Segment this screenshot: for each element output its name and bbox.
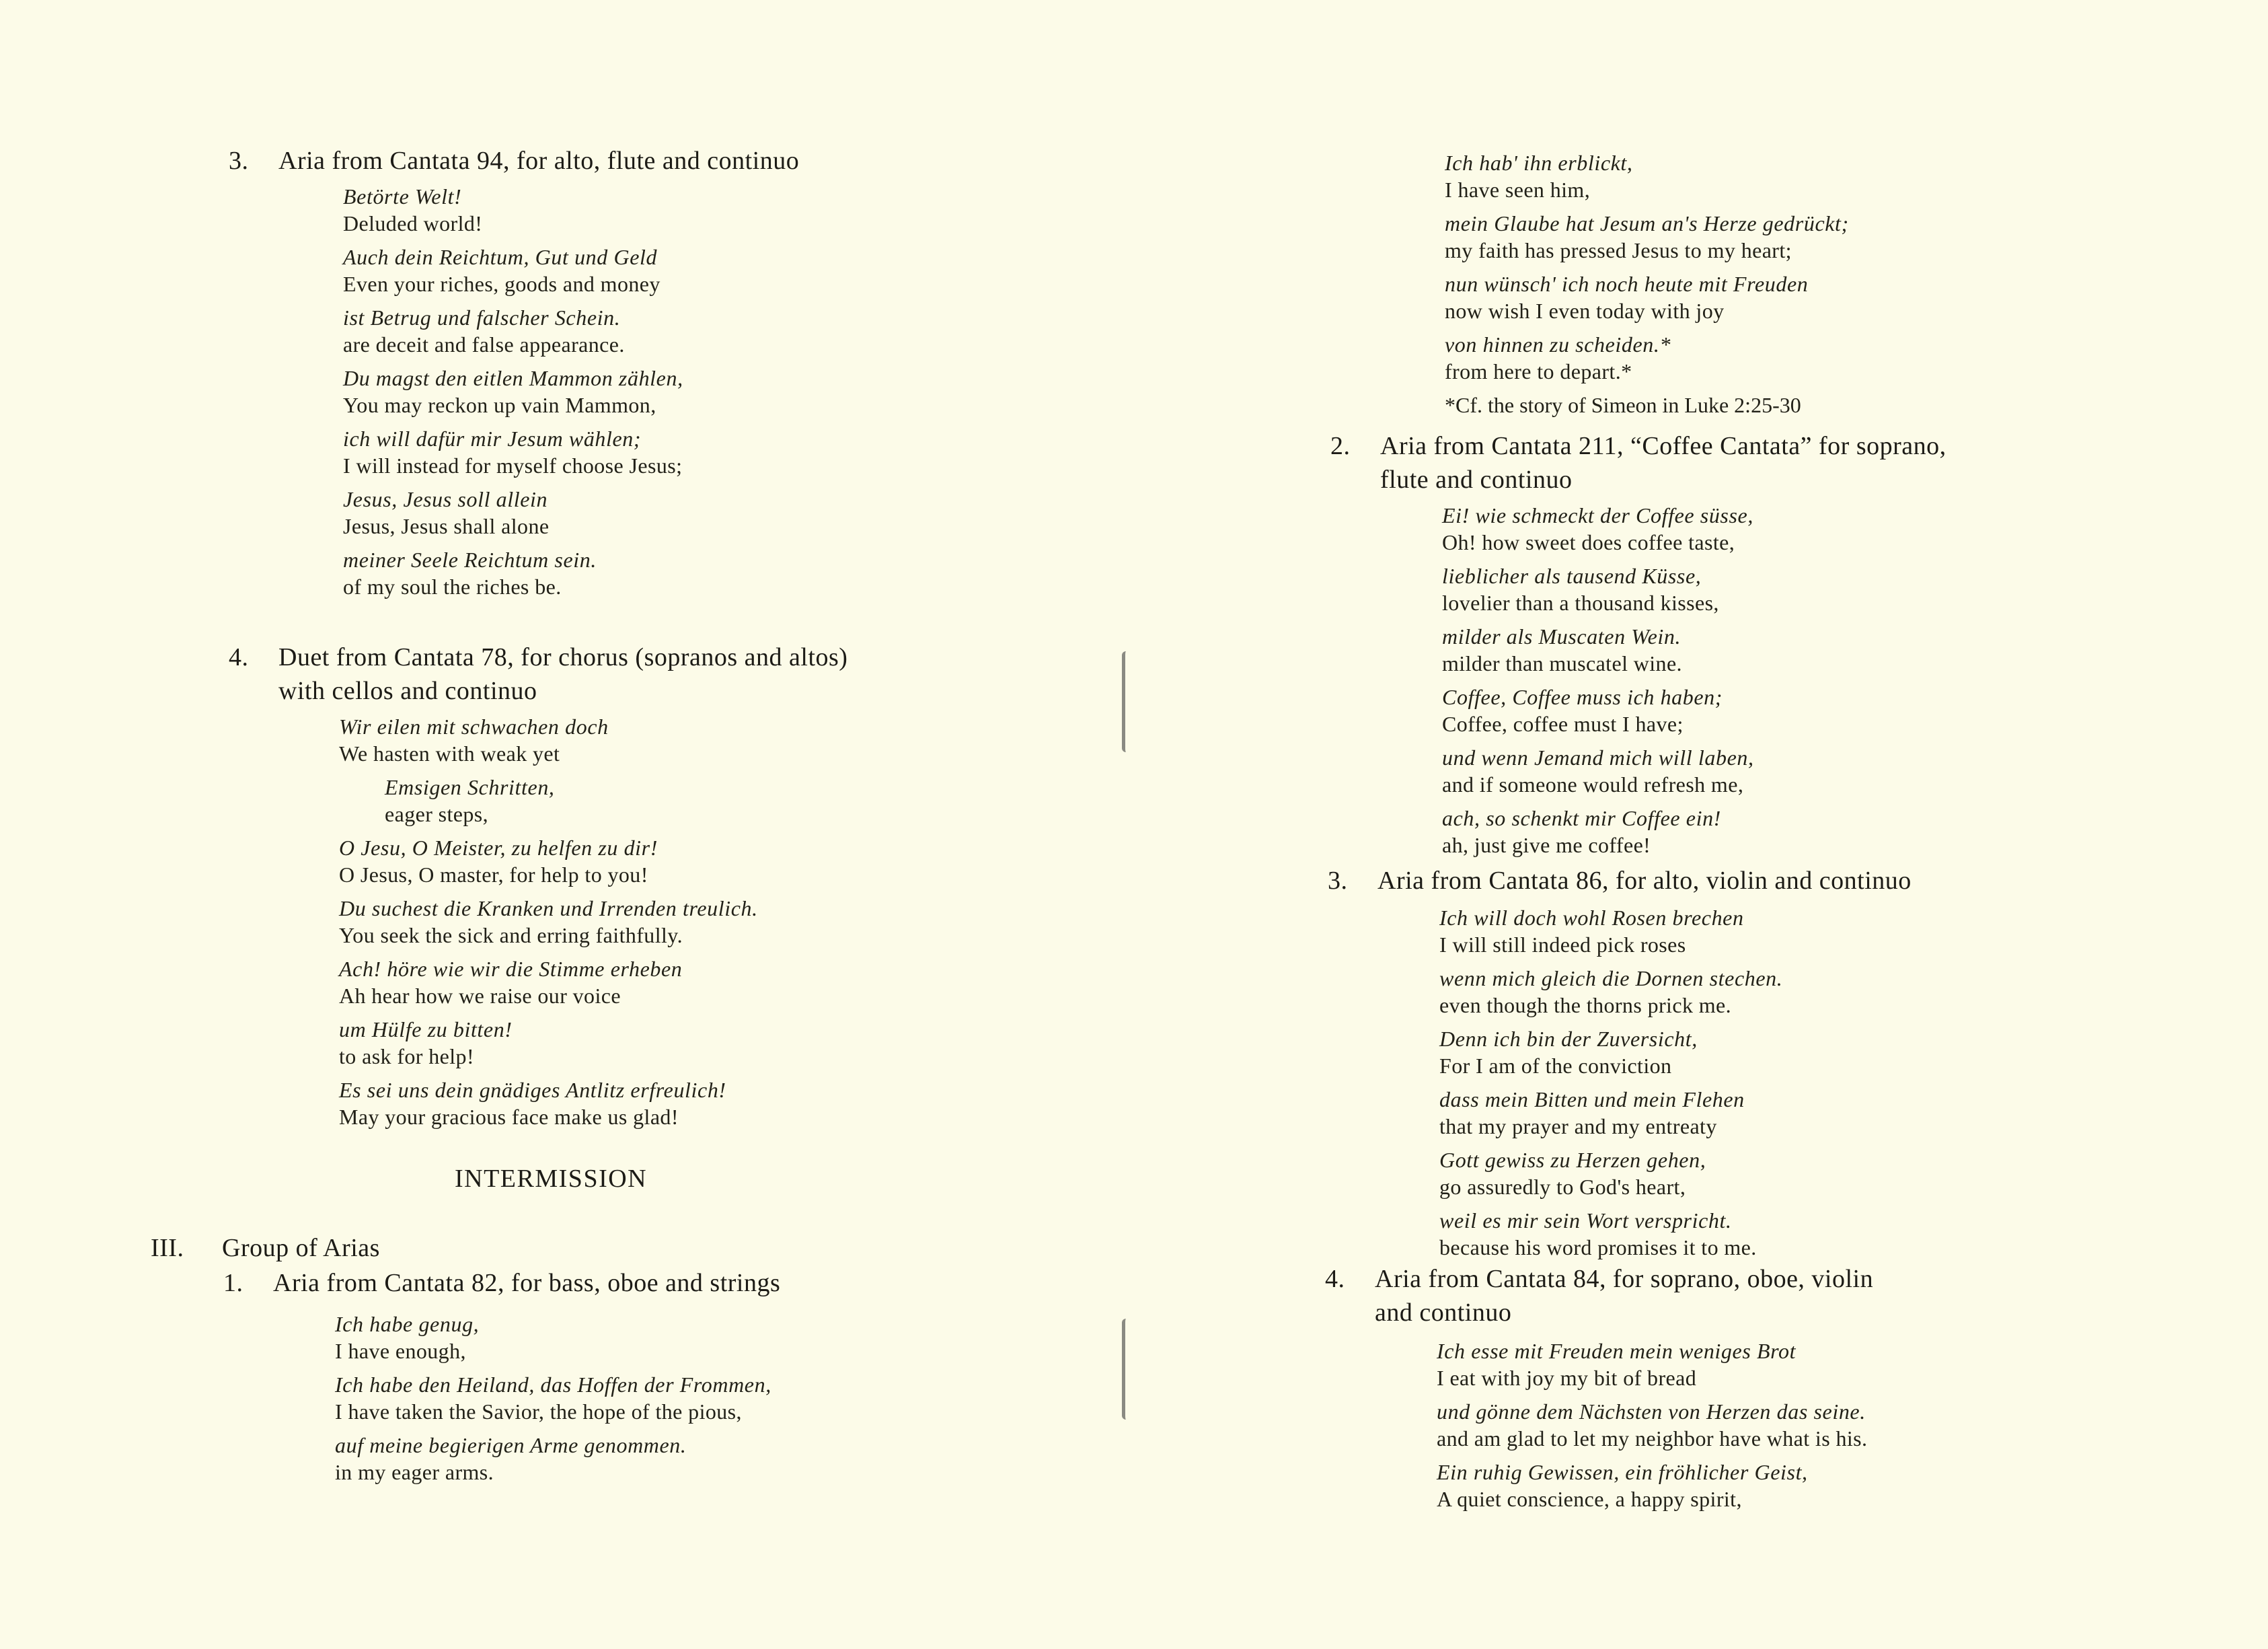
binding-staple: [1122, 651, 1135, 752]
german-line: von hinnen zu scheiden.*: [1445, 332, 1671, 357]
german-line: ach, so schenkt mir Coffee ein!: [1442, 806, 1721, 830]
german-line: Du suchest die Kranken und Irrenden treulich.: [339, 896, 758, 920]
stanza: [335, 1311, 771, 1364]
stanza: [1437, 1459, 1867, 1512]
german-line: lieblicher als tausend Küsse,: [1442, 564, 1702, 588]
item-number: 1.: [223, 1269, 243, 1297]
english-line: You seek the sick and erring faithfully.: [339, 923, 683, 947]
english-line: We hasten with weak yet: [339, 741, 560, 766]
stanza: [1437, 1337, 1867, 1391]
english-line: because his word promises it to me.: [1439, 1235, 1757, 1259]
stanza: [1439, 1025, 1782, 1079]
english-line: For I am of the conviction: [1439, 1054, 1672, 1078]
english-line: even though the thorns prick me.: [1439, 993, 1732, 1017]
section-numeral: III.: [151, 1234, 184, 1262]
item-title: Aria from Cantata 82, for bass, oboe and strings: [273, 1269, 781, 1297]
german-line: um Hülfe zu bitten!: [339, 1017, 513, 1041]
stanza: [339, 834, 758, 888]
right-item-2: [1330, 429, 1946, 497]
left-item-3: [229, 144, 799, 178]
english-line: You may reckon up vain Mammon,: [343, 393, 656, 417]
english-line: Jesus, Jesus shall alone: [343, 514, 550, 538]
german-line: meiner Seele Reichtum sein.: [343, 548, 597, 572]
german-line: Ich habe den Heiland, das Hoffen der Frommen,: [335, 1372, 771, 1397]
german-line: O Jesu, O Meister, zu helfen zu dir!: [339, 836, 658, 860]
item-title-continued: and continuo: [1375, 1298, 1512, 1327]
german-line: Coffee, Coffee muss ich haben;: [1442, 685, 1723, 709]
left-item-4: [229, 640, 847, 708]
english-line: and if someone would refresh me,: [1442, 772, 1744, 797]
stanza: [339, 955, 758, 1009]
english-line: from here to depart.*: [1445, 359, 1632, 383]
stanza: [343, 304, 683, 358]
item-heading: [1330, 429, 1946, 497]
item-title: Aria from Cantata 84, for soprano, oboe, violin: [1375, 1265, 1874, 1293]
stanza: [1442, 805, 1754, 858]
stanza: [1442, 684, 1754, 737]
english-line: Even your riches, goods and money: [343, 272, 660, 296]
german-line: ich will dafür mir Jesum wählen;: [343, 427, 642, 451]
german-line: milder als Muscaten Wein.: [1442, 624, 1681, 649]
english-line: that my prayer and my entreaty: [1439, 1114, 1717, 1138]
stanza: [339, 1016, 758, 1070]
german-line: Wir eilen mit schwachen doch: [339, 714, 609, 739]
german-line: Ach! höre wie wir die Stimme erheben: [339, 957, 683, 981]
english-line: lovelier than a thousand kisses,: [1442, 591, 1719, 615]
footnote: *Cf. the story of Simeon in Luke 2:25-30: [1445, 393, 1801, 417]
english-line: I have enough,: [335, 1339, 466, 1363]
german-line: ist Betrug und falscher Schein.: [343, 305, 621, 330]
item-title: Aria from Cantata 94, for alto, flute and continuo: [278, 147, 800, 175]
german-line: Ich will doch wohl Rosen brechen: [1439, 906, 1744, 930]
right-item-3: [1328, 864, 1912, 897]
stanza: [1445, 270, 1849, 324]
stanza: [335, 1371, 771, 1425]
english-line: Oh! how sweet does coffee taste,: [1442, 530, 1735, 554]
german-line: Auch dein Reichtum, Gut und Geld: [343, 245, 658, 269]
english-line: A quiet conscience, a happy spirit,: [1437, 1487, 1742, 1511]
german-line: nun wünsch' ich noch heute mit Freuden: [1445, 272, 1809, 296]
english-line: I have seen him,: [1445, 178, 1591, 202]
english-line: to ask for help!: [339, 1044, 475, 1068]
stanza: [1439, 904, 1782, 958]
stanza: [343, 425, 683, 479]
german-line: Gott gewiss zu Herzen gehen,: [1439, 1148, 1706, 1172]
german-line: Du magst den eitlen Mammon zählen,: [343, 366, 683, 390]
left-section-3-item-1-text: [335, 1311, 771, 1492]
item-title: Duet from Cantata 78, for chorus (sopranos and altos): [278, 643, 848, 671]
stanza: [343, 546, 683, 600]
german-line: Denn ich bin der Zuversicht,: [1439, 1027, 1698, 1051]
right-page: [1134, 0, 2268, 1649]
item-title: Aria from Cantata 211, “Coffee Cantata” for soprano,: [1380, 432, 1946, 460]
stanza: [1439, 965, 1782, 1019]
right-item-3-text: [1439, 904, 1782, 1268]
stanza: [335, 1432, 771, 1486]
english-line: Deluded world!: [343, 211, 483, 235]
german-line: dass mein Bitten und mein Flehen: [1439, 1087, 1745, 1111]
german-line: Ich hab' ihn erblickt,: [1445, 151, 1633, 175]
stanza: [339, 895, 758, 949]
item-title-continued: flute and continuo: [1380, 466, 1573, 494]
stanza: [343, 244, 683, 297]
intermission-title: INTERMISSION: [455, 1165, 648, 1193]
german-line: und gönne dem Nächsten von Herzen das seine.: [1437, 1399, 1866, 1424]
german-line: auf meine begierigen Arme genommen.: [335, 1433, 687, 1457]
german-line: mein Glaube hat Jesum an's Herze gedrückt;: [1445, 211, 1849, 235]
stanza: [1442, 744, 1754, 798]
binding-staple: [1122, 1319, 1135, 1420]
english-line: I have taken the Savior, the hope of the pious,: [335, 1399, 742, 1424]
item-number: 4.: [1325, 1265, 1345, 1293]
right-continuation-text: [1445, 149, 1849, 418]
english-line: go assuredly to God's heart,: [1439, 1175, 1686, 1199]
german-line: weil es mir sein Wort verspricht.: [1439, 1208, 1732, 1233]
stanza: [1445, 210, 1849, 264]
stanza: [1445, 149, 1849, 203]
german-line: Ei! wie schmeckt der Coffee süsse,: [1442, 503, 1753, 527]
stanza: [339, 774, 758, 828]
german-line: Ich esse mit Freuden mein weniges Brot: [1437, 1339, 1797, 1363]
item-heading: [1328, 864, 1912, 897]
english-line: and am glad to let my neighbor have what is his.: [1437, 1426, 1868, 1451]
english-line: May your gracious face make us glad!: [339, 1105, 679, 1129]
english-line: Ah hear how we raise our voice: [339, 984, 621, 1008]
item-heading: [229, 640, 847, 708]
left-section-3-item-1: [223, 1266, 780, 1300]
item-heading: [1325, 1262, 1873, 1329]
english-line: are deceit and false appearance.: [343, 332, 625, 357]
stanza: [1442, 562, 1754, 616]
right-item-2-text: [1442, 502, 1754, 865]
item-number: 4.: [229, 643, 249, 671]
german-line: Emsigen Schritten,: [385, 775, 555, 799]
english-line: eager steps,: [385, 802, 489, 826]
stanza: [1439, 1146, 1782, 1200]
english-line: now wish I even today with joy: [1445, 299, 1725, 323]
stanza: [1442, 502, 1754, 556]
english-line: I will still indeed pick roses: [1439, 932, 1686, 957]
stanza: [1437, 1398, 1867, 1452]
item-title-continued: with cellos and continuo: [278, 677, 537, 705]
left-item-4-text: [339, 713, 758, 1137]
german-line: Ich habe genug,: [335, 1312, 480, 1336]
right-item-4-text: [1437, 1337, 1867, 1519]
stanza: [339, 713, 758, 767]
stanza: [343, 365, 683, 418]
english-line: O Jesus, O master, for help to you!: [339, 863, 648, 887]
right-item-4: [1325, 1262, 1873, 1329]
item-number: 2.: [1330, 432, 1351, 460]
english-line: milder than muscatel wine.: [1442, 651, 1682, 675]
section-3-heading: [151, 1231, 380, 1265]
stanza: [1442, 623, 1754, 677]
english-line: ah, just give me coffee!: [1442, 833, 1651, 857]
english-line: I will instead for myself choose Jesus;: [343, 453, 683, 478]
item-number: 3.: [1328, 867, 1348, 895]
english-line: my faith has pressed Jesus to my heart;: [1445, 238, 1792, 262]
english-line: in my eager arms.: [335, 1460, 494, 1484]
item-title: Aria from Cantata 86, for alto, violin and continuo: [1377, 867, 1912, 895]
item-number: 3.: [229, 147, 249, 175]
stanza: [343, 486, 683, 540]
stanza: [1439, 1207, 1782, 1261]
english-line: of my soul the riches be.: [343, 575, 562, 599]
section-title: Group of Arias: [222, 1234, 380, 1262]
english-line: I eat with joy my bit of bread: [1437, 1366, 1697, 1390]
item-heading: [229, 144, 799, 178]
stanza: [1439, 1086, 1782, 1140]
german-line: wenn mich gleich die Dornen stechen.: [1439, 966, 1783, 990]
english-line: Coffee, coffee must I have;: [1442, 712, 1684, 736]
german-line: und wenn Jemand mich will laben,: [1442, 745, 1754, 770]
german-line: Betörte Welt!: [343, 184, 462, 209]
stanza: [1445, 331, 1849, 385]
stanza: [339, 1076, 758, 1130]
left-item-3-text: [343, 183, 683, 607]
german-line: Es sei uns dein gnädiges Antlitz erfreulich!: [339, 1078, 726, 1102]
german-line: Jesus, Jesus soll allein: [343, 487, 548, 511]
german-line: Ein ruhig Gewissen, ein fröhlicher Geist,: [1437, 1460, 1808, 1484]
stanza: [343, 183, 683, 237]
